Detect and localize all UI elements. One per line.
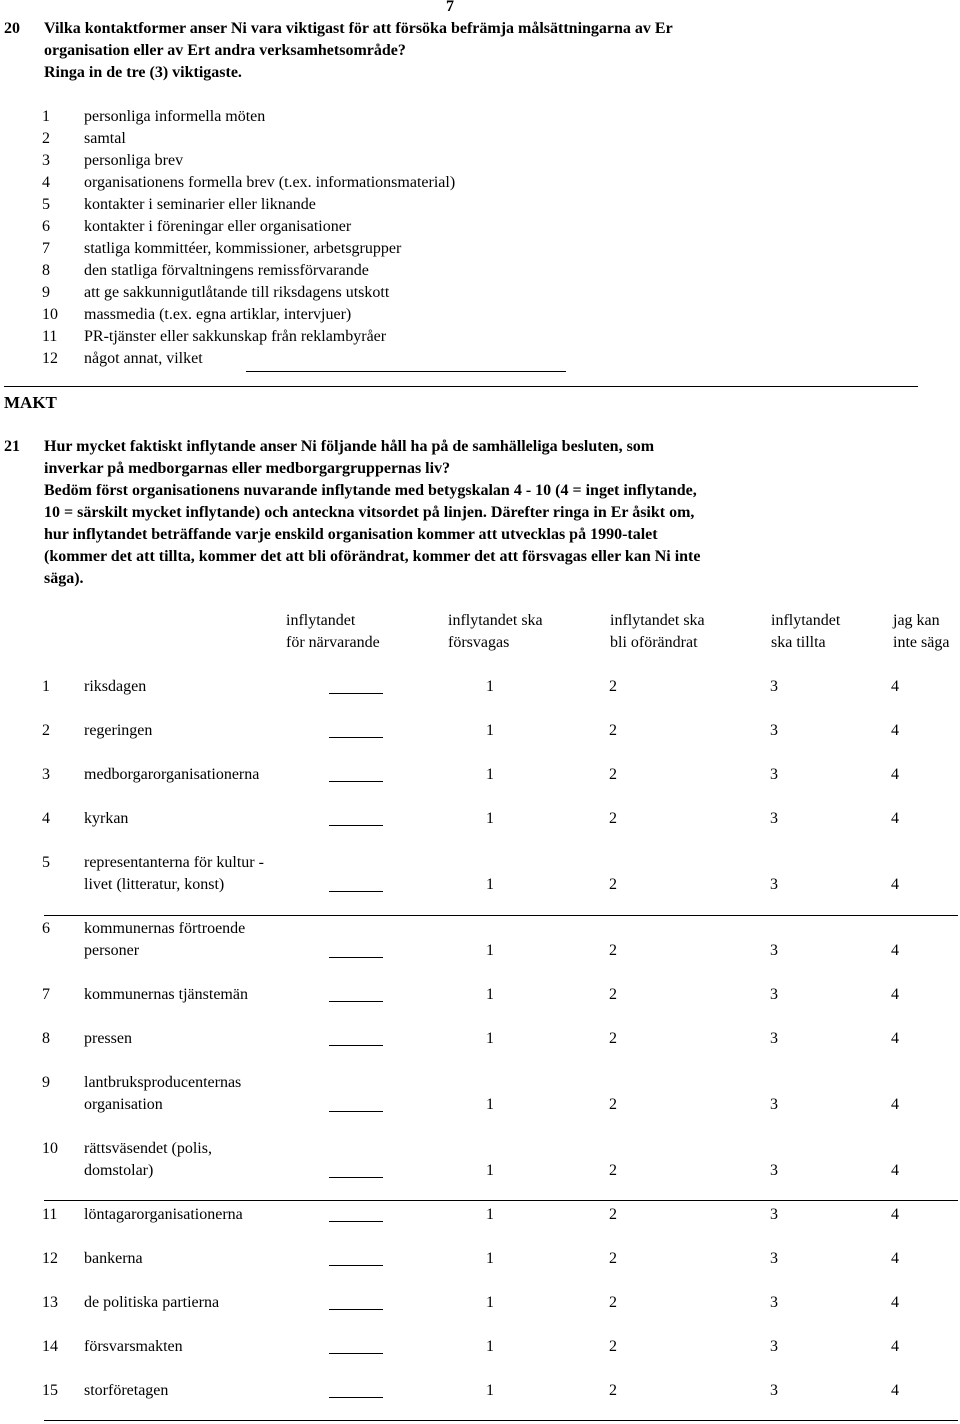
current-influence-line[interactable] — [329, 1045, 383, 1046]
option-number: 7 — [42, 240, 50, 257]
page-number: 7 — [446, 0, 454, 15]
option-number: 9 — [42, 284, 50, 301]
scale-option[interactable]: 1 — [486, 986, 494, 1003]
scale-option[interactable]: 2 — [609, 1096, 617, 1113]
scale-option[interactable]: 1 — [486, 942, 494, 959]
scale-option[interactable]: 3 — [770, 1382, 778, 1399]
scale-option[interactable]: 1 — [486, 678, 494, 695]
column-header-line: inflytandet — [771, 612, 841, 629]
scale-option[interactable]: 4 — [891, 1338, 899, 1355]
scale-option[interactable]: 4 — [891, 766, 899, 783]
row-number: 9 — [42, 1074, 50, 1091]
option-number: 10 — [42, 306, 58, 323]
row-number: 11 — [42, 1206, 58, 1223]
row-number: 3 — [42, 766, 50, 783]
scale-option[interactable]: 3 — [770, 876, 778, 893]
option-number: 11 — [42, 328, 58, 345]
option-label[interactable]: kontakter i seminarier eller liknande — [84, 196, 316, 213]
scale-option[interactable]: 4 — [891, 986, 899, 1003]
option-label[interactable]: organisationens formella brev (t.ex. informationsmaterial) — [84, 174, 456, 191]
scale-option[interactable]: 4 — [891, 1030, 899, 1047]
current-influence-line[interactable] — [329, 957, 383, 958]
column-header-line: för närvarande — [286, 634, 380, 651]
option-label[interactable]: att ge sakkunnigutlåtande till riksdagens utskott — [84, 284, 390, 301]
scale-option[interactable]: 4 — [891, 722, 899, 739]
row-label: kyrkan — [84, 810, 129, 827]
row-label: kommunernas förtroende — [84, 920, 246, 937]
option-label[interactable]: den statliga förvaltningens remissförvarande — [84, 262, 369, 279]
column-header-line: inflytandet ska — [448, 612, 543, 629]
row-label: kommunernas tjänstemän — [84, 986, 248, 1003]
scale-option[interactable]: 3 — [770, 1250, 778, 1267]
row-number: 8 — [42, 1030, 50, 1047]
row-label: de politiska partierna — [84, 1294, 220, 1311]
scale-option[interactable]: 2 — [609, 1030, 617, 1047]
current-influence-line[interactable] — [329, 737, 383, 738]
scale-option[interactable]: 1 — [486, 1250, 494, 1267]
row-label: löntagarorganisationerna — [84, 1206, 243, 1223]
row-group-divider — [44, 1420, 958, 1421]
scale-option[interactable]: 3 — [770, 678, 778, 695]
current-influence-line[interactable] — [329, 891, 383, 892]
current-influence-line[interactable] — [329, 1177, 383, 1178]
current-influence-line[interactable] — [329, 1265, 383, 1266]
row-number: 14 — [42, 1338, 58, 1355]
scale-option[interactable]: 4 — [891, 1162, 899, 1179]
question-text-line: (kommer det att tillta, kommer det att bli oförändrat, kommer det att försvagas eller kan Ni inte — [44, 548, 701, 565]
current-influence-line[interactable] — [329, 1397, 383, 1398]
row-label: personer — [84, 942, 140, 959]
row-label: domstolar) — [84, 1162, 154, 1179]
scale-option[interactable]: 4 — [891, 678, 899, 695]
option-label[interactable]: samtal — [84, 130, 126, 147]
scale-option[interactable]: 2 — [609, 678, 617, 695]
scale-option[interactable]: 4 — [891, 1206, 899, 1223]
question-text-line: Hur mycket faktiskt inflytande anser Ni följande håll ha på de samhälleliga besluten, som — [44, 438, 655, 455]
scale-option[interactable]: 3 — [770, 1030, 778, 1047]
scale-option[interactable]: 2 — [609, 766, 617, 783]
scale-option[interactable]: 2 — [609, 1206, 617, 1223]
row-number: 6 — [42, 920, 50, 937]
option-number: 6 — [42, 218, 50, 235]
question-text-line: Ringa in de tre (3) viktigaste. — [44, 64, 242, 81]
row-label: storföretagen — [84, 1382, 169, 1399]
column-header-line: inflytandet — [286, 612, 356, 629]
scale-option[interactable]: 1 — [486, 722, 494, 739]
column-header-line: jag kan — [893, 612, 940, 629]
scale-option[interactable]: 2 — [609, 1338, 617, 1355]
option-label[interactable]: personliga brev — [84, 152, 184, 169]
row-number: 1 — [42, 678, 50, 695]
answer-line[interactable] — [246, 371, 566, 372]
current-influence-line[interactable] — [329, 693, 383, 694]
option-label[interactable]: något annat, vilket — [84, 350, 203, 367]
current-influence-line[interactable] — [329, 781, 383, 782]
option-label[interactable]: PR-tjänster eller sakkunskap från reklambyråer — [84, 328, 387, 345]
question-text-line: inverkar på medborgarnas eller medborgargruppernas liv? — [44, 460, 451, 477]
row-label: regeringen — [84, 722, 153, 739]
scale-option[interactable]: 4 — [891, 942, 899, 959]
scale-option[interactable]: 2 — [609, 722, 617, 739]
current-influence-line[interactable] — [329, 1309, 383, 1310]
scale-option[interactable]: 4 — [891, 810, 899, 827]
row-label: bankerna — [84, 1250, 143, 1267]
scale-option[interactable]: 4 — [891, 1250, 899, 1267]
question-text-line: säga). — [44, 570, 84, 587]
scale-option[interactable]: 4 — [891, 1294, 899, 1311]
option-label[interactable]: kontakter i föreningar eller organisationer — [84, 218, 352, 235]
row-label: livet (litteratur, konst) — [84, 876, 225, 893]
current-influence-line[interactable] — [329, 825, 383, 826]
scale-option[interactable]: 3 — [770, 766, 778, 783]
row-label: pressen — [84, 1030, 132, 1047]
row-label: rättsväsendet (polis, — [84, 1140, 212, 1157]
option-number: 3 — [42, 152, 50, 169]
question-number: 21 — [4, 438, 20, 455]
scale-option[interactable]: 3 — [770, 1294, 778, 1311]
scale-option[interactable]: 1 — [486, 1162, 494, 1179]
scale-option[interactable]: 1 — [486, 1382, 494, 1399]
scale-option[interactable]: 4 — [891, 1096, 899, 1113]
scale-option[interactable]: 1 — [486, 1030, 494, 1047]
row-label: försvarsmakten — [84, 1338, 183, 1355]
option-label[interactable]: massmedia (t.ex. egna artiklar, intervjuer) — [84, 306, 352, 323]
scale-option[interactable]: 1 — [486, 766, 494, 783]
scale-option[interactable]: 3 — [770, 1162, 778, 1179]
scale-option[interactable]: 2 — [609, 986, 617, 1003]
option-number: 2 — [42, 130, 50, 147]
row-number: 10 — [42, 1140, 58, 1157]
question-text-line: Bedöm först organisationens nuvarande inflytande med betygskalan 4 - 10 (4 = inget inflytande, — [44, 482, 697, 499]
scale-option[interactable]: 3 — [770, 1096, 778, 1113]
row-number: 2 — [42, 722, 50, 739]
question-text-line: organisation eller av Ert andra verksamhetsområde? — [44, 42, 406, 59]
column-header-line: ska tillta — [771, 634, 826, 651]
row-label: medborgarorganisationerna — [84, 766, 260, 783]
scale-option[interactable]: 2 — [609, 1250, 617, 1267]
scale-option[interactable]: 3 — [770, 1206, 778, 1223]
question-text-line: hur inflytandet beträffande varje enskild organisation kommer att utvecklas på 1990-talet — [44, 526, 658, 543]
current-influence-line[interactable] — [329, 1221, 383, 1222]
column-header-line: inte säga — [893, 634, 950, 651]
scale-option[interactable]: 1 — [486, 876, 494, 893]
row-label: riksdagen — [84, 678, 147, 695]
scale-option[interactable]: 1 — [486, 1096, 494, 1113]
column-header-line: inflytandet ska — [610, 612, 705, 629]
row-number: 12 — [42, 1250, 58, 1267]
column-header-line: försvagas — [448, 634, 510, 651]
scale-option[interactable]: 2 — [609, 1294, 617, 1311]
scale-option[interactable]: 3 — [770, 1338, 778, 1355]
current-influence-line[interactable] — [329, 1001, 383, 1002]
scale-option[interactable]: 1 — [486, 810, 494, 827]
option-label[interactable]: statliga kommittéer, kommissioner, arbetsgrupper — [84, 240, 402, 257]
scale-option[interactable]: 4 — [891, 1382, 899, 1399]
section-title: MAKT — [4, 393, 57, 412]
scale-option[interactable]: 3 — [770, 986, 778, 1003]
option-number: 4 — [42, 174, 50, 191]
scale-option[interactable]: 2 — [609, 1382, 617, 1399]
option-number: 8 — [42, 262, 50, 279]
question-text-line: 10 = särskilt mycket inflytande) och anteckna vitsordet på linjen. Därefter ringa in Er åsikt om, — [44, 504, 695, 521]
row-group-divider — [44, 1200, 958, 1201]
scale-option[interactable]: 2 — [609, 876, 617, 893]
question-text-line: Vilka kontaktformer anser Ni vara viktigast för att försöka befrämja målsättningarna av Er — [44, 20, 673, 37]
row-number: 13 — [42, 1294, 58, 1311]
question-number: 20 — [4, 20, 20, 37]
scale-option[interactable]: 1 — [486, 1294, 494, 1311]
row-label: organisation — [84, 1096, 163, 1113]
option-number: 12 — [42, 350, 58, 367]
row-group-divider — [44, 915, 958, 916]
row-number: 4 — [42, 810, 50, 827]
row-label: representanterna för kultur - — [84, 854, 264, 871]
option-number: 5 — [42, 196, 50, 213]
section-divider — [4, 386, 918, 387]
row-number: 7 — [42, 986, 50, 1003]
scale-option[interactable]: 2 — [609, 1162, 617, 1179]
scale-option[interactable]: 4 — [891, 876, 899, 893]
scale-option[interactable]: 1 — [486, 1338, 494, 1355]
current-influence-line[interactable] — [329, 1111, 383, 1112]
option-label[interactable]: personliga informella möten — [84, 108, 266, 125]
scale-option[interactable]: 2 — [609, 810, 617, 827]
option-number: 1 — [42, 108, 50, 125]
scale-option[interactable]: 3 — [770, 722, 778, 739]
row-number: 15 — [42, 1382, 58, 1399]
row-number: 5 — [42, 854, 50, 871]
scale-option[interactable]: 1 — [486, 1206, 494, 1223]
scale-option[interactable]: 3 — [770, 942, 778, 959]
scale-option[interactable]: 3 — [770, 810, 778, 827]
column-header-line: bli oförändrat — [610, 634, 698, 651]
row-label: lantbruksproducenternas — [84, 1074, 242, 1091]
scale-option[interactable]: 2 — [609, 942, 617, 959]
current-influence-line[interactable] — [329, 1353, 383, 1354]
